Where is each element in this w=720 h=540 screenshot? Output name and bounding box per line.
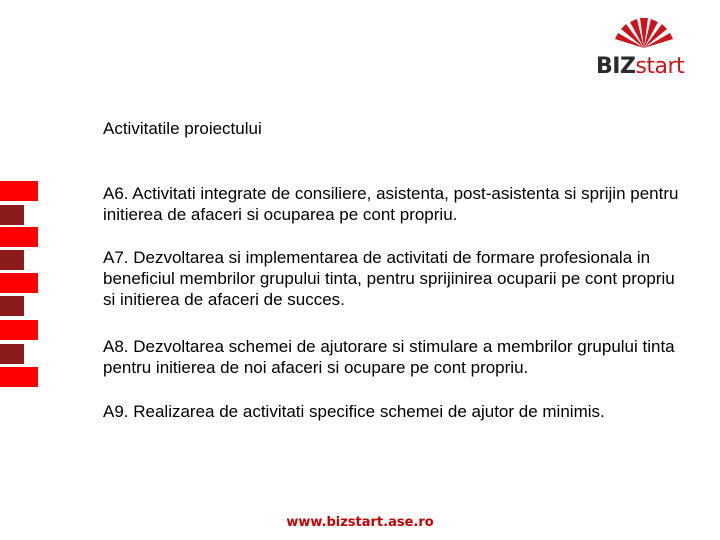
logo-wordmark [596, 54, 684, 79]
side-bar-red [0, 367, 38, 387]
footer-url-link[interactable]: www.bizstart.ase.ro [286, 515, 434, 530]
side-bar-dark [0, 205, 24, 225]
logo-burst-icon [610, 14, 680, 50]
activity-item-a7: A7. Dezvoltarea si implementarea de activitati de formare profesionala in beneficiul membrilor grupului tinta, pentru sprijinirea ocuparii pe cont propriu si initierea de afaceri de succes. [103, 248, 675, 309]
activity-item-a8: A8. Dezvoltarea schemei de ajutorare si stimulare a membrilor grupului tinta pentru initierea de noi afaceri si ocupare pe cont propriu. [103, 337, 675, 377]
side-bar-dark [0, 250, 24, 270]
side-bar-red [0, 320, 38, 340]
side-bar-red [0, 181, 38, 201]
bizstart-logo [590, 14, 700, 79]
side-bar-red [0, 227, 38, 247]
logo-start-text: start [635, 54, 685, 79]
page-title: Activitatile proiectului [103, 119, 262, 138]
activity-item-a9: A9. Realizarea de activitati specifice schemei de ajutor de minimis. [103, 402, 605, 421]
logo-biz-text: BIZ [596, 54, 636, 79]
activity-item-a6: A6. Activitati integrate de consiliere, asistenta, post-asistenta si sprijin pentru initierea de afaceri si ocuparea pe cont propriu. [103, 184, 679, 224]
side-bar-red [0, 273, 38, 293]
side-bar-dark [0, 344, 24, 364]
side-bar-dark [0, 296, 24, 316]
